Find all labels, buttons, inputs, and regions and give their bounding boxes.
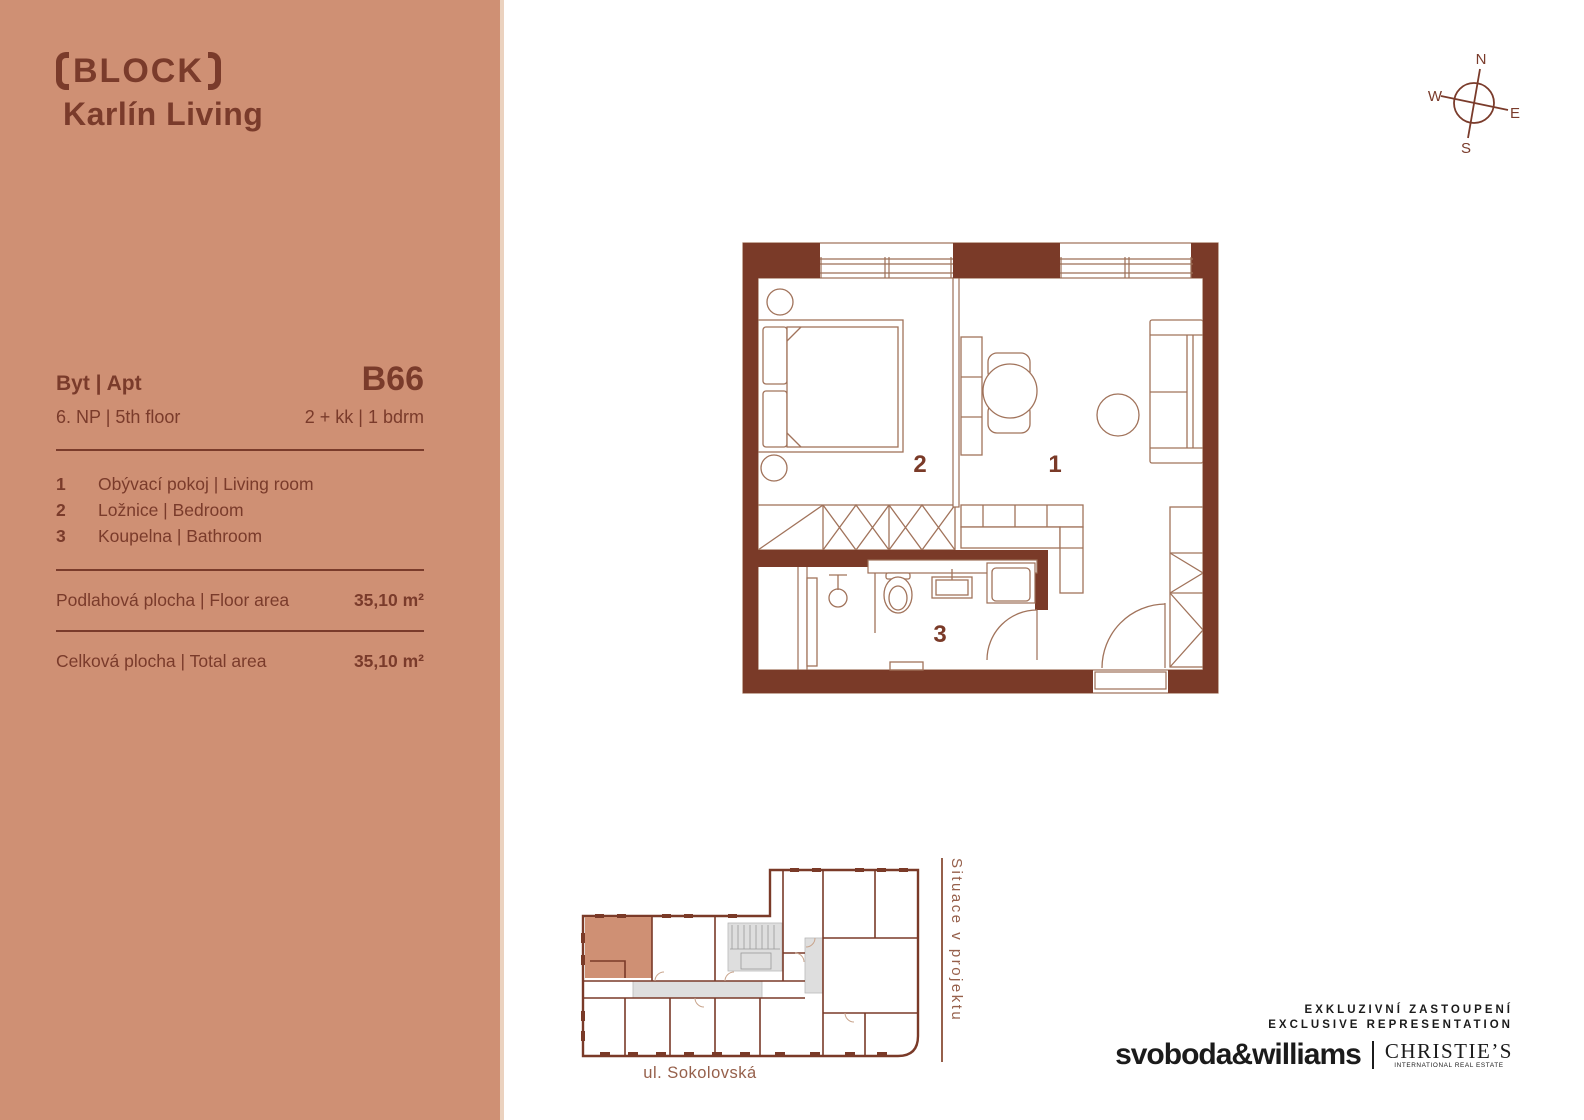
siteplan-caption: Situace v projektu: [948, 858, 965, 1023]
layout-info: 2 + kk | 1 bdrm: [304, 407, 424, 427]
total-area-value: 35,10 m²: [353, 651, 424, 671]
room-legend-row: [56, 523, 424, 549]
caption-rule: [941, 858, 943, 1062]
room-legend-row: [56, 497, 424, 523]
total-area-label: Celková plocha | Total area: [56, 651, 267, 671]
sidebar-panel: [0, 0, 504, 1120]
divider: [56, 569, 424, 571]
footer-branding: [1115, 1004, 1513, 1070]
floor-area-value: 35,10 m²: [353, 590, 424, 610]
compass-north-label: N: [1475, 52, 1487, 68]
compass-rose-icon: [1426, 52, 1536, 157]
floor-area-label: Podlahová plocha | Floor area: [56, 590, 290, 610]
bedroom-wardrobe: [758, 505, 955, 550]
window-living: [1060, 257, 1193, 278]
apartment-info: [56, 360, 424, 672]
svoboda-williams-logo: svoboda&williams: [1115, 1038, 1361, 1071]
room-name: Obývací pokoj | Living room: [98, 474, 314, 494]
apt-number: B66: [361, 360, 424, 398]
compass-east-label: E: [1509, 105, 1521, 122]
plant: [1097, 394, 1139, 436]
room-legend: [56, 471, 424, 549]
sofa: [1150, 320, 1203, 463]
room-name: Ložnice | Bedroom: [98, 500, 244, 520]
logo-bracket-right-icon: [208, 52, 221, 90]
highlighted-unit: [585, 917, 652, 978]
bathroom: [798, 560, 1037, 670]
bed: [758, 320, 903, 452]
christies-logo: [1385, 1041, 1513, 1069]
floor-plan: [735, 235, 1225, 697]
kitchen-tall-unit: [961, 337, 982, 455]
logo-subtitle: Karlín Living: [63, 96, 264, 132]
plan-label-bedroom: 2: [913, 451, 927, 478]
plan-label-bathroom: 3: [933, 621, 947, 648]
street-label: ul. Sokolovská: [643, 1064, 757, 1082]
room-number: 2: [56, 500, 66, 520]
window-bedroom: [820, 257, 953, 278]
room-number: 1: [56, 474, 66, 494]
room-name: Koupelna | Bathroom: [98, 526, 263, 546]
logo-text: BLOCK: [73, 52, 204, 90]
entrance-door: [1095, 603, 1166, 689]
plan-label-living: 1: [1048, 451, 1062, 478]
apt-label: Byt | Apt: [56, 372, 142, 395]
common-areas: [633, 923, 823, 998]
brand-divider: [1372, 1041, 1374, 1069]
logo-bracket-left-icon: [56, 52, 69, 90]
tagline-czech: EXKLUZIVNÍ ZASTOUPENÍ: [1304, 1004, 1513, 1016]
dining-table-set: [983, 353, 1037, 433]
block-karlin-logo: [56, 50, 263, 133]
room-number: 3: [56, 526, 66, 546]
toilet: [884, 573, 912, 613]
bathroom-door: [987, 610, 1037, 660]
divider: [56, 449, 424, 451]
divider: [56, 630, 424, 632]
washing-machine: [987, 563, 1035, 603]
shower-glass: [807, 578, 817, 666]
compass-west-label: W: [1427, 88, 1443, 105]
christies-wordmark: CHRISTIE’S: [1384, 1039, 1513, 1063]
bedside-table: [761, 455, 787, 481]
partition-wall: [953, 278, 959, 507]
shower-head-icon: [829, 575, 847, 607]
christies-subtitle: INTERNATIONAL REAL ESTATE: [1394, 1062, 1504, 1069]
bedside-table: [767, 289, 793, 315]
bath-mat: [890, 662, 923, 670]
logo-wordmark: [56, 50, 263, 92]
floor-info: 6. NP | 5th floor: [56, 407, 181, 427]
tagline-english: EXCLUSIVE REPRESENTATION: [1268, 1019, 1513, 1031]
room-legend-row: [56, 471, 424, 497]
hall-closet: [1170, 507, 1203, 667]
site-plan: [565, 853, 955, 1065]
compass-south-label: S: [1460, 140, 1472, 157]
